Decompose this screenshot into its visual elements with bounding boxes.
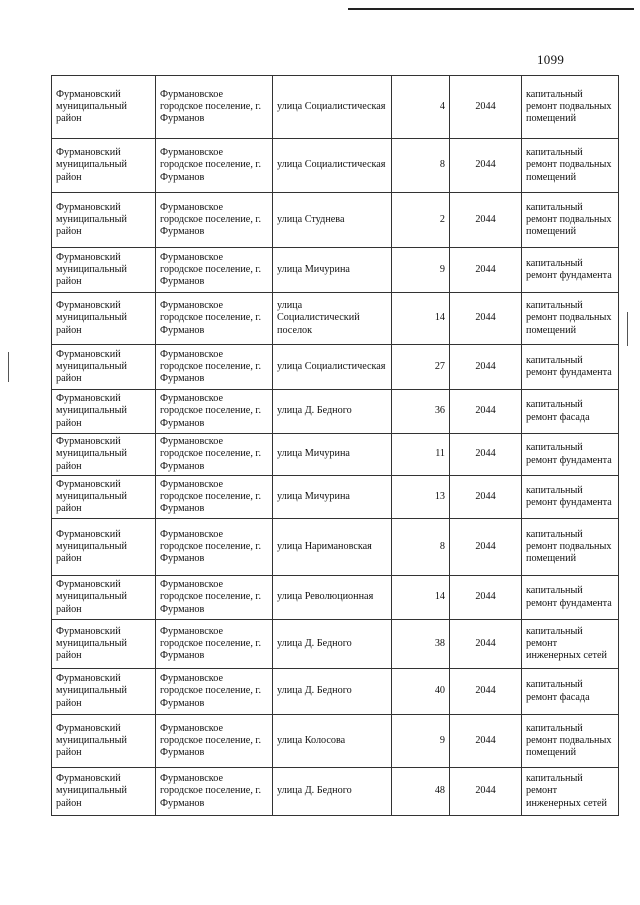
- settlement-cell: Фурмановское городское поселение, г. Фурманов: [156, 76, 273, 139]
- scan-mark-left: [8, 352, 9, 382]
- house-number-cell: 38: [392, 620, 450, 669]
- settlement-cell: Фурмановское городское поселение, г. Фурманов: [156, 715, 273, 768]
- table-row: [52, 576, 619, 620]
- district-cell: Фурмановский муниципальный район: [52, 248, 156, 293]
- work-type-cell: капитальный ремонт подвальных помещений: [522, 76, 619, 139]
- table-row: [52, 434, 619, 476]
- settlement-cell: Фурмановское городское поселение, г. Фурманов: [156, 139, 273, 193]
- district-cell: Фурмановский муниципальный район: [52, 715, 156, 768]
- street-cell: улица Д. Бедного: [273, 768, 392, 816]
- year-cell: 2044: [450, 248, 522, 293]
- work-type-cell: капитальный ремонт подвальных помещений: [522, 139, 619, 193]
- settlement-cell: Фурмановское городское поселение, г. Фурманов: [156, 576, 273, 620]
- year-cell: 2044: [450, 139, 522, 193]
- street-cell: улица Социалистическая: [273, 139, 392, 193]
- street-cell: улица Д. Бедного: [273, 669, 392, 715]
- table-row: [52, 476, 619, 519]
- work-type-cell: капитальный ремонт подвальных помещений: [522, 519, 619, 576]
- street-cell: улица Наримановская: [273, 519, 392, 576]
- table-row: [52, 715, 619, 768]
- year-cell: 2044: [450, 669, 522, 715]
- street-cell: улица Социалистический поселок: [273, 293, 392, 345]
- settlement-cell: Фурмановское городское поселение, г. Фурманов: [156, 434, 273, 476]
- settlement-cell: Фурмановское городское поселение, г. Фурманов: [156, 293, 273, 345]
- house-number-cell: 9: [392, 248, 450, 293]
- table-row: [52, 519, 619, 576]
- settlement-cell: Фурмановское городское поселение, г. Фурманов: [156, 669, 273, 715]
- year-cell: 2044: [450, 76, 522, 139]
- house-number-cell: 9: [392, 715, 450, 768]
- table-row: [52, 139, 619, 193]
- district-cell: Фурмановский муниципальный район: [52, 669, 156, 715]
- table-row: [52, 76, 619, 139]
- district-cell: Фурмановский муниципальный район: [52, 576, 156, 620]
- settlement-cell: Фурмановское городское поселение, г. Фурманов: [156, 476, 273, 519]
- street-cell: улица Социалистическая: [273, 76, 392, 139]
- street-cell: улица Социалистическая: [273, 345, 392, 390]
- street-cell: улица Мичурина: [273, 248, 392, 293]
- district-cell: Фурмановский муниципальный район: [52, 620, 156, 669]
- district-cell: Фурмановский муниципальный район: [52, 390, 156, 434]
- year-cell: 2044: [450, 576, 522, 620]
- house-number-cell: 36: [392, 390, 450, 434]
- settlement-cell: Фурмановское городское поселение, г. Фурманов: [156, 768, 273, 816]
- table-row: [52, 768, 619, 816]
- house-number-cell: 13: [392, 476, 450, 519]
- house-number-cell: 4: [392, 76, 450, 139]
- house-number-cell: 11: [392, 434, 450, 476]
- year-cell: 2044: [450, 193, 522, 248]
- work-type-cell: капитальный ремонт фундамента: [522, 345, 619, 390]
- scan-mark-right: [627, 312, 628, 346]
- house-number-cell: 40: [392, 669, 450, 715]
- work-type-cell: капитальный ремонт подвальных помещений: [522, 193, 619, 248]
- year-cell: 2044: [450, 768, 522, 816]
- street-cell: улица Мичурина: [273, 476, 392, 519]
- house-number-cell: 27: [392, 345, 450, 390]
- house-number-cell: 48: [392, 768, 450, 816]
- house-number-cell: 2: [392, 193, 450, 248]
- street-cell: улица Д. Бедного: [273, 620, 392, 669]
- table-row: [52, 390, 619, 434]
- district-cell: Фурмановский муниципальный район: [52, 434, 156, 476]
- district-cell: Фурмановский муниципальный район: [52, 139, 156, 193]
- table-row: [52, 293, 619, 345]
- work-type-cell: капитальный ремонт фасада: [522, 669, 619, 715]
- year-cell: 2044: [450, 620, 522, 669]
- settlement-cell: Фурмановское городское поселение, г. Фурманов: [156, 193, 273, 248]
- header-rule: [348, 8, 634, 10]
- year-cell: 2044: [450, 345, 522, 390]
- district-cell: Фурмановский муниципальный район: [52, 293, 156, 345]
- page-number: 1099: [537, 52, 565, 67]
- house-number-cell: 14: [392, 293, 450, 345]
- housing-repair-table: [51, 75, 619, 816]
- work-type-cell: капитальный ремонт подвальных помещений: [522, 293, 619, 345]
- work-type-cell: капитальный ремонт фасада: [522, 390, 619, 434]
- settlement-cell: Фурмановское городское поселение, г. Фурманов: [156, 248, 273, 293]
- district-cell: Фурмановский муниципальный район: [52, 519, 156, 576]
- table-row: [52, 248, 619, 293]
- year-cell: 2044: [450, 715, 522, 768]
- work-type-cell: капитальный ремонт инженерных сетей: [522, 620, 619, 669]
- settlement-cell: Фурмановское городское поселение, г. Фурманов: [156, 345, 273, 390]
- year-cell: 2044: [450, 476, 522, 519]
- house-number-cell: 14: [392, 576, 450, 620]
- work-type-cell: капитальный ремонт фундамента: [522, 248, 619, 293]
- district-cell: Фурмановский муниципальный район: [52, 476, 156, 519]
- work-type-cell: капитальный ремонт фундамента: [522, 434, 619, 476]
- street-cell: улица Студнева: [273, 193, 392, 248]
- district-cell: Фурмановский муниципальный район: [52, 76, 156, 139]
- table-row: [52, 620, 619, 669]
- year-cell: 2044: [450, 293, 522, 345]
- work-type-cell: капитальный ремонт инженерных сетей: [522, 768, 619, 816]
- year-cell: 2044: [450, 519, 522, 576]
- work-type-cell: капитальный ремонт подвальных помещений: [522, 715, 619, 768]
- house-number-cell: 8: [392, 519, 450, 576]
- year-cell: 2044: [450, 390, 522, 434]
- street-cell: улица Мичурина: [273, 434, 392, 476]
- street-cell: улица Колосова: [273, 715, 392, 768]
- house-number-cell: 8: [392, 139, 450, 193]
- district-cell: Фурмановский муниципальный район: [52, 768, 156, 816]
- settlement-cell: Фурмановское городское поселение, г. Фурманов: [156, 519, 273, 576]
- district-cell: Фурмановский муниципальный район: [52, 345, 156, 390]
- district-cell: Фурмановский муниципальный район: [52, 193, 156, 248]
- table-row: [52, 193, 619, 248]
- work-type-cell: капитальный ремонт фундамента: [522, 476, 619, 519]
- table-row: [52, 669, 619, 715]
- table-row: [52, 345, 619, 390]
- work-type-cell: капитальный ремонт фундамента: [522, 576, 619, 620]
- settlement-cell: Фурмановское городское поселение, г. Фурманов: [156, 390, 273, 434]
- year-cell: 2044: [450, 434, 522, 476]
- street-cell: улица Д. Бедного: [273, 390, 392, 434]
- street-cell: улица Революционная: [273, 576, 392, 620]
- settlement-cell: Фурмановское городское поселение, г. Фурманов: [156, 620, 273, 669]
